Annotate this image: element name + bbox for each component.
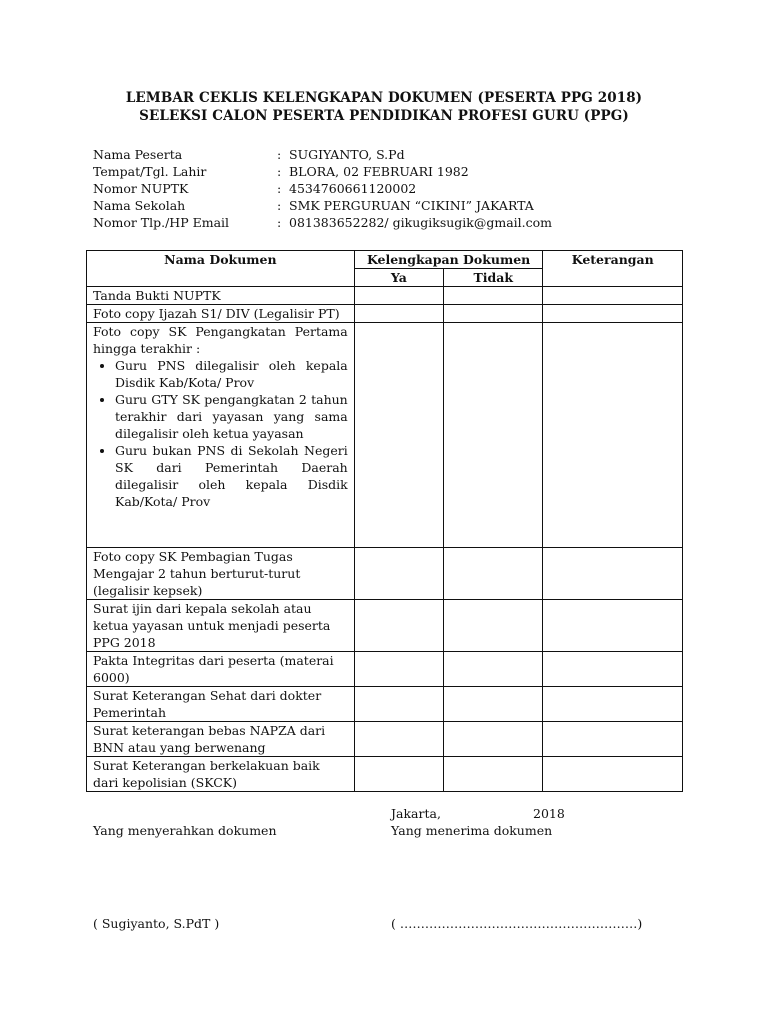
- keterangan-cell[interactable]: [543, 600, 683, 652]
- ya-checkbox-cell[interactable]: [354, 722, 443, 757]
- ya-checkbox-cell[interactable]: [354, 687, 443, 722]
- tidak-checkbox-cell[interactable]: [443, 287, 543, 305]
- document-name-cell: Foto copy SK Pembagian Tugas Mengajar 2 tahun berturut-turut (legalisir kepsek): [87, 548, 355, 600]
- document-name-cell: [87, 323, 355, 548]
- keterangan-cell[interactable]: [543, 305, 683, 323]
- info-value: 081383652282/ gikugiksugik@gmail.com: [289, 215, 553, 230]
- tidak-checkbox-cell[interactable]: [443, 757, 543, 792]
- keterangan-cell[interactable]: [543, 548, 683, 600]
- document-name-text: Foto copy SK Pengangkatan Pertama hingga terakhir :: [93, 324, 348, 356]
- table-header-row: [87, 251, 683, 269]
- header-kelengkapan: Kelengkapan Dokumen: [354, 251, 543, 269]
- ya-checkbox-cell[interactable]: [354, 757, 443, 792]
- table-row: [87, 687, 683, 722]
- info-row-kontak: [93, 214, 693, 231]
- giver-name: ( Sugiyanto, S.PdT ): [93, 916, 220, 931]
- header-keterangan: Keterangan: [543, 251, 683, 287]
- table-row: [87, 757, 683, 792]
- ya-checkbox-cell[interactable]: [354, 287, 443, 305]
- list-item: • Guru PNS dilegalisir oleh kepala Disdik Kab/Kota/ Prov: [115, 357, 348, 391]
- receiver-name-blank: ( …………………………………………………): [391, 916, 643, 931]
- header-ya: Ya: [354, 269, 443, 287]
- info-label: Tempat/Tgl. Lahir: [93, 164, 207, 179]
- keterangan-cell[interactable]: [543, 652, 683, 687]
- participant-info: [93, 146, 693, 231]
- info-colon: :: [277, 181, 282, 196]
- info-colon: :: [277, 198, 282, 213]
- table-row: [87, 548, 683, 600]
- ya-checkbox-cell[interactable]: [354, 652, 443, 687]
- ya-checkbox-cell[interactable]: [354, 600, 443, 652]
- ya-checkbox-cell[interactable]: [354, 305, 443, 323]
- info-row-nuptk: [93, 180, 693, 197]
- info-label: Nama Sekolah: [93, 198, 186, 213]
- table-row: [87, 722, 683, 757]
- ya-checkbox-cell[interactable]: [354, 323, 443, 548]
- keterangan-cell[interactable]: [543, 687, 683, 722]
- info-colon: :: [277, 215, 282, 230]
- table-row: [87, 287, 683, 305]
- tidak-checkbox-cell[interactable]: [443, 652, 543, 687]
- document-name-cell: Pakta Integritas dari peserta (materai 6000): [87, 652, 355, 687]
- info-value: SUGIYANTO, S.Pd: [289, 147, 405, 162]
- tidak-checkbox-cell[interactable]: [443, 323, 543, 548]
- giver-label: Yang menyerahkan dokumen: [93, 823, 277, 838]
- info-label: Nomor Tlp./HP Email: [93, 215, 230, 230]
- document-checklist-table: [86, 250, 683, 792]
- info-value: SMK PERGURUAN “CIKINI” JAKARTA: [289, 198, 534, 213]
- header-nama-dokumen: Nama Dokumen: [87, 251, 355, 287]
- list-item: • Guru bukan PNS di Sekolah Negeri SK dari Pemerintah Daerah dilegalisir oleh kepala Disdik Kab/Kota/ Prov: [115, 442, 348, 510]
- table-row: [87, 305, 683, 323]
- bullet-list: [93, 357, 348, 510]
- info-value: BLORA, 02 FEBRUARI 1982: [289, 164, 469, 179]
- document-title-line1: LEMBAR CEKLIS KELENGKAPAN DOKUMEN (PESERTA PPG 2018): [125, 90, 643, 106]
- document-name-cell: Surat keterangan bebas NAPZA dari BNN atau yang berwenang: [87, 722, 355, 757]
- document-name-cell: Surat Keterangan berkelakuan baik dari kepolisian (SKCK): [87, 757, 355, 792]
- table-row: [87, 600, 683, 652]
- info-colon: :: [277, 147, 282, 162]
- info-row-ttl: [93, 163, 693, 180]
- info-row-nama: [93, 146, 693, 163]
- info-value: 4534760661120002: [289, 181, 417, 196]
- info-row-sekolah: [93, 197, 693, 214]
- document-name-cell: Foto copy Ijazah S1/ DIV (Legalisir PT): [87, 305, 355, 323]
- info-colon: :: [277, 164, 282, 179]
- tidak-checkbox-cell[interactable]: [443, 687, 543, 722]
- document-name-cell: Surat ijin dari kepala sekolah atau ketua yayasan untuk menjadi peserta PPG 2018: [87, 600, 355, 652]
- table-row: [87, 323, 683, 548]
- document-name-cell: Surat Keterangan Sehat dari dokter Pemerintah: [87, 687, 355, 722]
- keterangan-cell[interactable]: [543, 287, 683, 305]
- signature-year: 2018: [533, 806, 565, 821]
- tidak-checkbox-cell[interactable]: [443, 722, 543, 757]
- info-label: Nomor NUPTK: [93, 181, 189, 196]
- keterangan-cell[interactable]: [543, 722, 683, 757]
- document-title-line2: SELEKSI CALON PESERTA PENDIDIKAN PROFESI GURU (PPG): [139, 108, 629, 124]
- info-label: Nama Peserta: [93, 147, 183, 162]
- signature-location: Jakarta,: [391, 806, 441, 821]
- table-row: [87, 652, 683, 687]
- document-name-cell: Tanda Bukti NUPTK: [87, 287, 355, 305]
- receiver-label: Yang menerima dokumen: [391, 823, 553, 838]
- tidak-checkbox-cell[interactable]: [443, 600, 543, 652]
- header-tidak: Tidak: [443, 269, 543, 287]
- keterangan-cell[interactable]: [543, 323, 683, 548]
- list-item: • Guru GTY SK pengangkatan 2 tahun terakhir dari yayasan yang sama dilegalisir oleh ketua yayasan: [115, 391, 348, 442]
- tidak-checkbox-cell[interactable]: [443, 305, 543, 323]
- keterangan-cell[interactable]: [543, 757, 683, 792]
- ya-checkbox-cell[interactable]: [354, 548, 443, 600]
- tidak-checkbox-cell[interactable]: [443, 548, 543, 600]
